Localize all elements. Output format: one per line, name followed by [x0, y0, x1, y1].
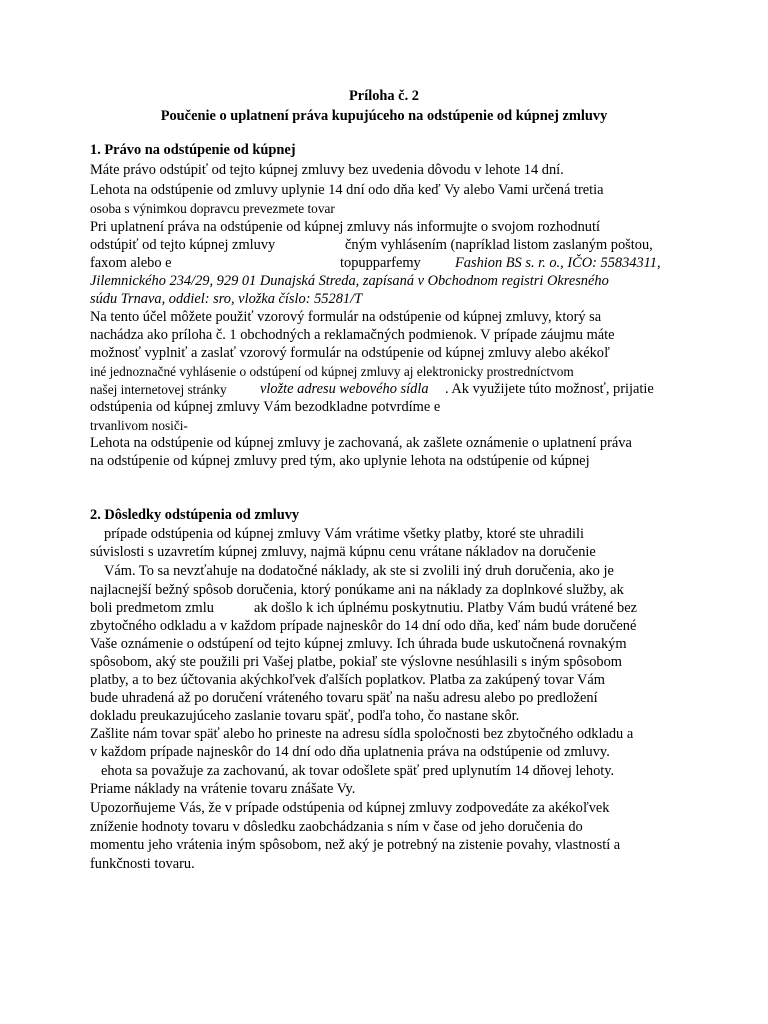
company-info: Jilemnického 234/29, 929 01 Dunajská Streda, zapísaná v Obchodnom registri Okresného — [90, 273, 609, 289]
section2-line: Priame náklady na vrátenie tovaru znášate Vy. — [90, 781, 356, 797]
section1-line: čným vyhlásením (napríklad listom zaslaným poštou, — [345, 237, 653, 253]
section1-line: Lehota na odstúpenie od kúpnej zmluvy je zachovaná, ak zašlete oznámenie o uplatnení práva — [90, 435, 632, 451]
section2-line: dokladu preukazujúceho zaslanie tovaru späť, podľa toho, čo nastane skôr. — [90, 708, 520, 724]
section2-line: Upozorňujeme Vás, že v prípade odstúpenia od kúpnej zmluvy zodpovedáte za akékoľvek — [90, 800, 610, 816]
section1-line: na odstúpenie od kúpnej zmluvy pred tým, ako uplynie lehota na odstúpenie od kúpnej — [90, 453, 590, 469]
section1-line: . Ak využijete túto možnosť, prijatie — [445, 381, 654, 397]
section1-line: Lehota na odstúpenie od zmluvy uplynie 14 dní odo dňa keď Vy alebo Vami určená tretia — [90, 182, 604, 198]
section1-line: Na tento účel môžete použiť vzorový formulár na odstúpenie od kúpnej zmluvy, ktorý sa — [90, 309, 602, 325]
section2-line: najlacnejší bežný spôsob doručenia, ktorý ponúkame ani na náklady za doplnkové služby, ak — [90, 582, 624, 598]
company-info: Fashion BS s. r. o., IČO: 55834311, — [455, 255, 661, 271]
section2-line: Vaše oznámenie o odstúpení od tejto kúpnej zmluvy. Ich úhrada bude uskutočnená rovnakým — [90, 636, 627, 652]
section2-line: momentu jeho vrátenia iným spôsobom, než aký je potrebný na zistenie povahy, vlastností a — [90, 837, 621, 853]
section2-line: ehota sa považuje za zachovanú, ak tovar odošlete späť pred uplynutím 14 dňovej lehoty. — [101, 763, 615, 779]
section2-line: funkčnosti tovaru. — [90, 856, 195, 872]
company-info: súdu Trnava, oddiel: sro, vložka číslo: 55281/T — [90, 291, 363, 307]
section1-line: odstúpenia od kúpnej zmluvy Vám bezodkladne potvrdíme e — [90, 399, 441, 415]
section2-line: ak došlo k ich úplnému poskytnutiu. Platby Vám budú vrátené bez — [254, 600, 638, 616]
section1-line: Máte právo odstúpiť od tejto kúpnej zmluvy bez uvedenia dôvodu v lehote 14 dní. — [90, 162, 564, 178]
section2-line: boli predmetom zmlu — [90, 600, 214, 616]
section2-line: zbytočného odkladu a v každom prípade najneskôr do 14 dní odo dňa, keď nám bude doručené — [90, 618, 637, 634]
section1-line: topupparfemy — [340, 255, 421, 271]
section2-line: zníženie hodnoty tovaru v dôsledku zaobchádzania s ním v čase od jeho doručenia do — [90, 819, 583, 835]
section1-line: Pri uplatnení práva na odstúpenie od kúpnej zmluvy nás informujte o svojom rozhodnutí — [90, 219, 600, 235]
section2-line: spôsobom, aký ste použili pri Vašej platbe, pokiaľ ste výslovne nesúhlasili s iným spôsobom — [90, 654, 622, 670]
page-title: Príloha č. 2 — [349, 88, 419, 104]
section1-line: trvanlivom nosiči- — [90, 418, 188, 433]
section2-line: Zašlite nám tovar späť alebo ho prineste na adresu sídla spoločnosti bez zbytočného odkladu a — [90, 726, 634, 742]
section2-heading: 2. Dôsledky odstúpenia od zmluvy — [90, 507, 300, 523]
section1-heading: 1. Právo na odstúpenie od kúpnej — [90, 142, 296, 158]
section1-line: možnosť vyplniť a zaslať vzorový formulár na odstúpenie od kúpnej zmluvy alebo akékoľ — [90, 345, 610, 361]
section2-line: v každom prípade najneskôr do 14 dní odo dňa uplatnenia práva na odstúpenie od zmluvy. — [90, 744, 610, 760]
section2-line: Vám. To sa nevzťahuje na dodatočné náklady, ak ste si zvolili iný druh doručenia, ako je — [104, 563, 614, 579]
section2-line: prípade odstúpenia od kúpnej zmluvy Vám vrátime všetky platby, ktoré ste uhradili — [104, 526, 584, 542]
section1-line: odstúpiť od tejto kúpnej zmluvy — [90, 237, 276, 253]
page-subtitle: Poučenie o uplatnení práva kupujúceho na odstúpenie od kúpnej zmluvy — [160, 108, 608, 124]
section1-line: našej internetovej stránky — [90, 382, 227, 397]
section1-line: iné jednoznačné vyhlásenie o odstúpení od kúpnej zmluvy aj elektronicky prostredníctvom — [90, 364, 574, 379]
section2-line: súvislosti s uzavretím kúpnej zmluvy, najmä kúpnu cenu vrátane nákladov na doručenie — [90, 544, 596, 560]
section2-line: bude uhradená až po doručení vráteného tovaru späť na našu adresu alebo po predložení — [90, 690, 598, 706]
section2-line: platby, a to bez účtovania akýchkoľvek ďalších poplatkov. Platba za zakúpený tovar Vám — [90, 672, 605, 688]
section1-line: nachádza ako príloha č. 1 obchodných a reklamačných podmienok. V prípade záujmu máte — [90, 327, 615, 343]
section1-line: osoba s výnimkou dopravcu prevezmete tovar — [90, 201, 335, 216]
section1-line: faxom alebo e — [90, 255, 172, 271]
website-placeholder: vložte adresu webového sídla — [260, 381, 429, 397]
